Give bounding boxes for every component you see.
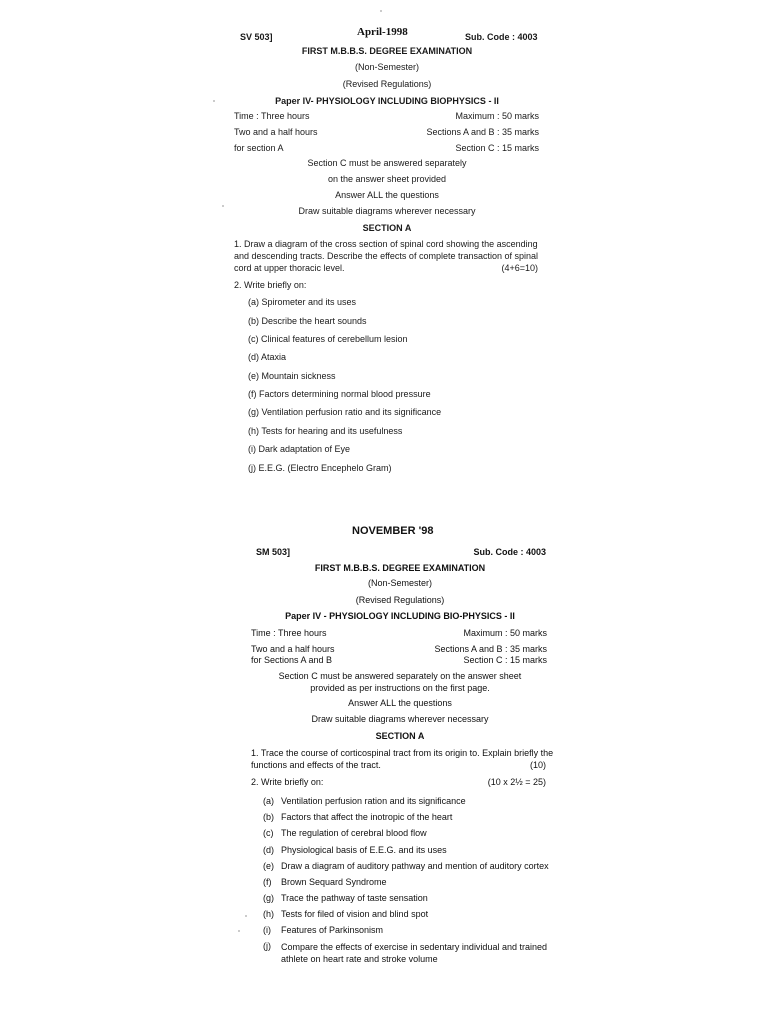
paper-2-section-title: SECTION A [375, 731, 425, 741]
paper-2-q2-item: Tests for filed of vision and blind spot [281, 909, 429, 919]
paper-2-q2-letter: (c) [263, 828, 274, 838]
scan-speck [213, 100, 215, 102]
paper-1-sub-code: Sub. Code : 4003 [465, 32, 538, 42]
paper-2-q2-item: Features of Parkinsonism [281, 925, 384, 935]
paper-1-q2-item: (j) E.E.G. (Electro Encephelo Gram) [248, 463, 392, 473]
paper-2-q2-letter: (d) [263, 845, 274, 855]
scan-speck [222, 205, 224, 207]
paper-2-two-half: Two and a half hours [251, 644, 335, 654]
paper-1-q2-item: (d) Ataxia [248, 352, 287, 362]
paper-2-q2-letter: (e) [263, 861, 274, 871]
paper-1-max-marks: Maximum : 50 marks [455, 111, 539, 121]
paper-1-code: SV 503] [240, 32, 273, 42]
paper-1-for-section: for section A [234, 143, 284, 153]
paper-2-q2-item: Ventilation perfusion ration and its significance [281, 796, 466, 806]
paper-2-sections-ab: Sections A and B : 35 marks [434, 644, 547, 654]
paper-2-q2-item: Draw a diagram of auditory pathway and mention of auditory cortex [281, 861, 549, 871]
paper-1-q2-item: (h) Tests for hearing and its usefulness [248, 426, 403, 436]
paper-1-exam-title: FIRST M.B.B.S. DEGREE EXAMINATION [301, 46, 473, 56]
paper-2-q2-item: Physiological basis of E.E.G. and its uses [281, 845, 447, 855]
paper-1-instruction: Section C must be answered separately [307, 158, 467, 168]
paper-2-semester: (Non-Semester) [367, 578, 432, 588]
paper-2-q2-letter: (g) [263, 893, 274, 903]
paper-2-answer-all: Answer ALL the questions [348, 698, 452, 708]
paper-2-q2-item: Brown Sequard Syndrome [281, 877, 387, 887]
paper-1-date: April-1998 [357, 26, 408, 38]
paper-1-semester: (Non-Semester) [354, 62, 419, 72]
paper-1-q2-item: (a) Spirometer and its uses [248, 297, 357, 307]
paper-2-q1-line: 1. Trace the course of corticospinal tract from its origin to. Explain briefly the [251, 748, 554, 758]
scan-speck [245, 915, 247, 917]
paper-1-q1-marks: (4+6=10) [501, 263, 538, 273]
paper-2-q2-item: Compare the effects of exercise in sedentary individual and trained [281, 942, 547, 952]
paper-1-section-title: SECTION A [362, 223, 412, 233]
paper-2-q2-letter: (h) [263, 909, 274, 919]
paper-2-section-c: Section C : 15 marks [463, 655, 547, 665]
paper-1-q1-line: and descending tracts. Describe the effects of complete transaction of spinal [234, 251, 539, 261]
paper-2-q2-letter: (b) [263, 812, 274, 822]
paper-1-q2-item: (g) Ventilation perfusion ratio and its significance [248, 407, 442, 417]
paper-2-max-marks: Maximum : 50 marks [463, 628, 547, 638]
paper-1-sections-ab: Sections A and B : 35 marks [426, 127, 539, 137]
paper-2-regulations: (Revised Regulations) [355, 595, 445, 605]
paper-2-q1-marks: (10) [529, 760, 546, 770]
paper-1-q2-item: (f) Factors determining normal blood pressure [248, 389, 431, 399]
paper-2-for-sections: for Sections A and B [251, 655, 333, 665]
paper-1-q2-item: (i) Dark adaptation of Eye [248, 444, 351, 454]
scan-speck [380, 10, 382, 12]
paper-2-q2-letter: (a) [263, 796, 274, 806]
paper-2-sub-code: Sub. Code : 4003 [473, 547, 546, 557]
paper-1-regulations: (Revised Regulations) [342, 79, 432, 89]
paper-2-q2-item-cont: athlete on heart rate and stroke volume [281, 954, 438, 964]
paper-2-instruction: provided as per instructions on the first page. [310, 683, 490, 693]
paper-1-q2: 2. Write briefly on: [234, 280, 307, 290]
paper-1-paper-title: Paper IV- PHYSIOLOGY INCLUDING BIOPHYSICS - II [275, 96, 499, 106]
paper-1-instruction: on the answer sheet provided [327, 174, 447, 184]
paper-1-time: Time : Three hours [234, 111, 310, 121]
paper-2-date: NOVEMBER '98 [352, 525, 434, 537]
paper-1-q2-item: (c) Clinical features of cerebellum lesion [248, 334, 408, 344]
paper-1-q1-line: cord at upper thoracic level. [234, 263, 345, 273]
paper-2-q2-item: Factors that affect the inotropic of the heart [281, 812, 453, 822]
paper-2-q2-letter: (j) [263, 941, 271, 951]
paper-2-q2-letter: (f) [263, 877, 272, 887]
paper-1-section-c: Section C : 15 marks [455, 143, 539, 153]
paper-1-q2-item: (b) Describe the heart sounds [248, 316, 367, 326]
paper-2-time: Time : Three hours [251, 628, 327, 638]
paper-2-q2: 2. Write briefly on: [251, 777, 324, 787]
paper-2-draw-diagrams: Draw suitable diagrams wherever necessary [311, 714, 489, 724]
paper-2-q1-line: functions and effects of the tract. [251, 760, 381, 770]
paper-1-q2-item: (e) Mountain sickness [248, 371, 336, 381]
paper-2-q2-marks: (10 x 2½ = 25) [487, 777, 546, 787]
paper-2-q2-item: The regulation of cerebral blood flow [281, 828, 427, 838]
paper-1-instruction: Answer ALL the questions [335, 190, 439, 200]
paper-1-q1-line: 1. Draw a diagram of the cross section of spinal cord showing the ascending [234, 239, 538, 249]
paper-2-instruction: Section C must be answered separately on the answer sheet [278, 671, 522, 681]
paper-2-q2-item: Trace the pathway of taste sensation [281, 893, 428, 903]
paper-2-code: SM 503] [256, 547, 291, 557]
paper-2-paper-title: Paper IV - PHYSIOLOGY INCLUDING BIO-PHYSICS - II [285, 611, 515, 621]
paper-1-two-half: Two and a half hours [234, 127, 318, 137]
scan-speck [238, 930, 240, 932]
paper-2-q2-letter: (i) [263, 925, 271, 935]
paper-2-exam-title: FIRST M.B.B.S. DEGREE EXAMINATION [314, 563, 486, 573]
paper-1-instruction: Draw suitable diagrams wherever necessary [298, 206, 476, 216]
